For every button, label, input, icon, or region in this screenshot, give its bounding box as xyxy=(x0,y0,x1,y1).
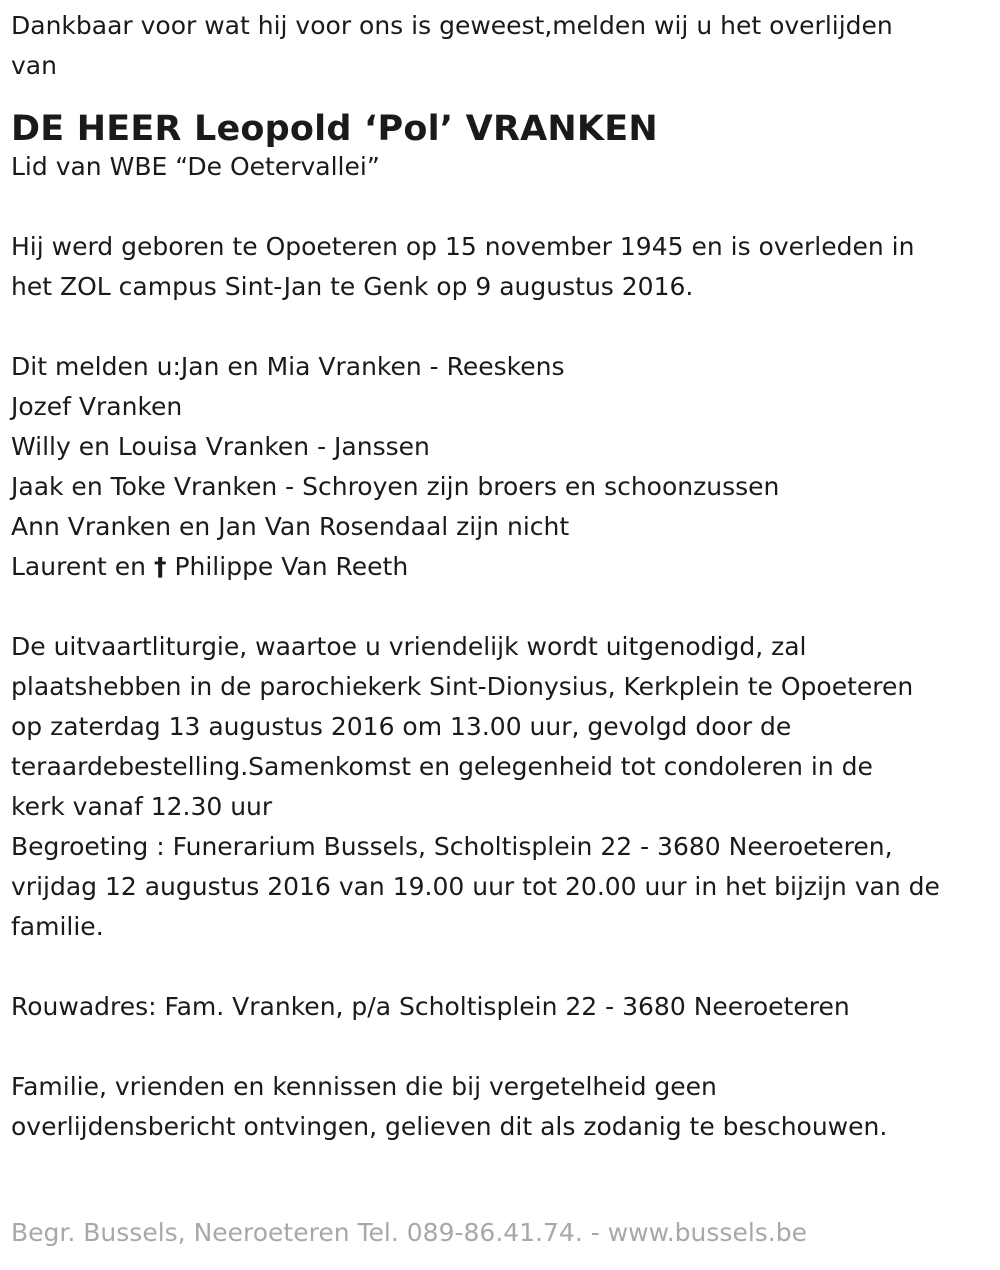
membership-line: Lid van WBE “De Oetervallei” xyxy=(11,152,380,181)
funeral-line: vrijdag 12 augustus 2016 van 19.00 uur tot 20.00 uur in het bijzijn van de xyxy=(11,872,940,901)
intro-line-2: van xyxy=(11,51,57,80)
intro-line-1: Dankbaar voor wat hij voor ons is geweest,melden wij u het overlijden xyxy=(11,11,893,40)
family-line: Jozef Vranken xyxy=(11,392,183,421)
spacer xyxy=(11,587,991,627)
family-last-suffix: Philippe Van Reeth xyxy=(174,552,409,581)
family-line: Dit melden u:Jan en Mia Vranken - Reeskens xyxy=(11,352,565,381)
spacer xyxy=(11,947,991,987)
funeral-line: kerk vanaf 12.30 uur xyxy=(11,792,273,821)
family-line: Jaak en Toke Vranken - Schroyen zijn broers en schoonzussen xyxy=(11,472,780,501)
funeral-line: op zaterdag 13 augustus 2016 om 13.00 uur, gevolgd door de xyxy=(11,712,792,741)
spacer xyxy=(11,307,991,347)
closing-line-1: Familie, vrienden en kennissen die bij vergetelheid geen xyxy=(11,1072,717,1101)
spacer xyxy=(11,187,991,227)
family-line: Ann Vranken en Jan Van Rosendaal zijn nicht xyxy=(11,512,570,541)
spacer xyxy=(11,1027,991,1067)
birth-death-line-1: Hij werd geboren te Opoeteren op 15 november 1945 en is overleden in xyxy=(11,232,915,261)
funeral-line: familie. xyxy=(11,912,104,941)
cross-icon: † xyxy=(153,552,167,581)
family-line-last xyxy=(11,547,991,587)
footer-credit: Begr. Bussels, Neeroeteren Tel. 089-86.41.74. - www.bussels.be xyxy=(11,1218,807,1247)
funeral-line: Begroeting : Funerarium Bussels, Scholtisplein 22 - 3680 Neeroeteren, xyxy=(11,832,893,861)
closing-line-2: overlijdensbericht ontvingen, gelieven dit als zodanig te beschouwen. xyxy=(11,1112,888,1141)
family-last-prefix: Laurent en xyxy=(11,552,147,581)
birth-death-line-2: het ZOL campus Sint-Jan te Genk op 9 augustus 2016. xyxy=(11,272,694,301)
funeral-line: teraardebestelling.Samenkomst en gelegenheid tot condoleren in de xyxy=(11,752,873,781)
obituary-notice xyxy=(11,6,991,1147)
deceased-name: DE HEER Leopold ‘Pol’ VRANKEN xyxy=(11,109,658,149)
address-line: Rouwadres: Fam. Vranken, p/a Scholtisplein 22 - 3680 Neeroeteren xyxy=(11,992,850,1021)
funeral-line: De uitvaartliturgie, waartoe u vriendelijk wordt uitgenodigd, zal xyxy=(11,632,807,661)
family-line: Willy en Louisa Vranken - Janssen xyxy=(11,432,430,461)
funeral-line: plaatshebben in de parochiekerk Sint-Dionysius, Kerkplein te Opoeteren xyxy=(11,672,914,701)
